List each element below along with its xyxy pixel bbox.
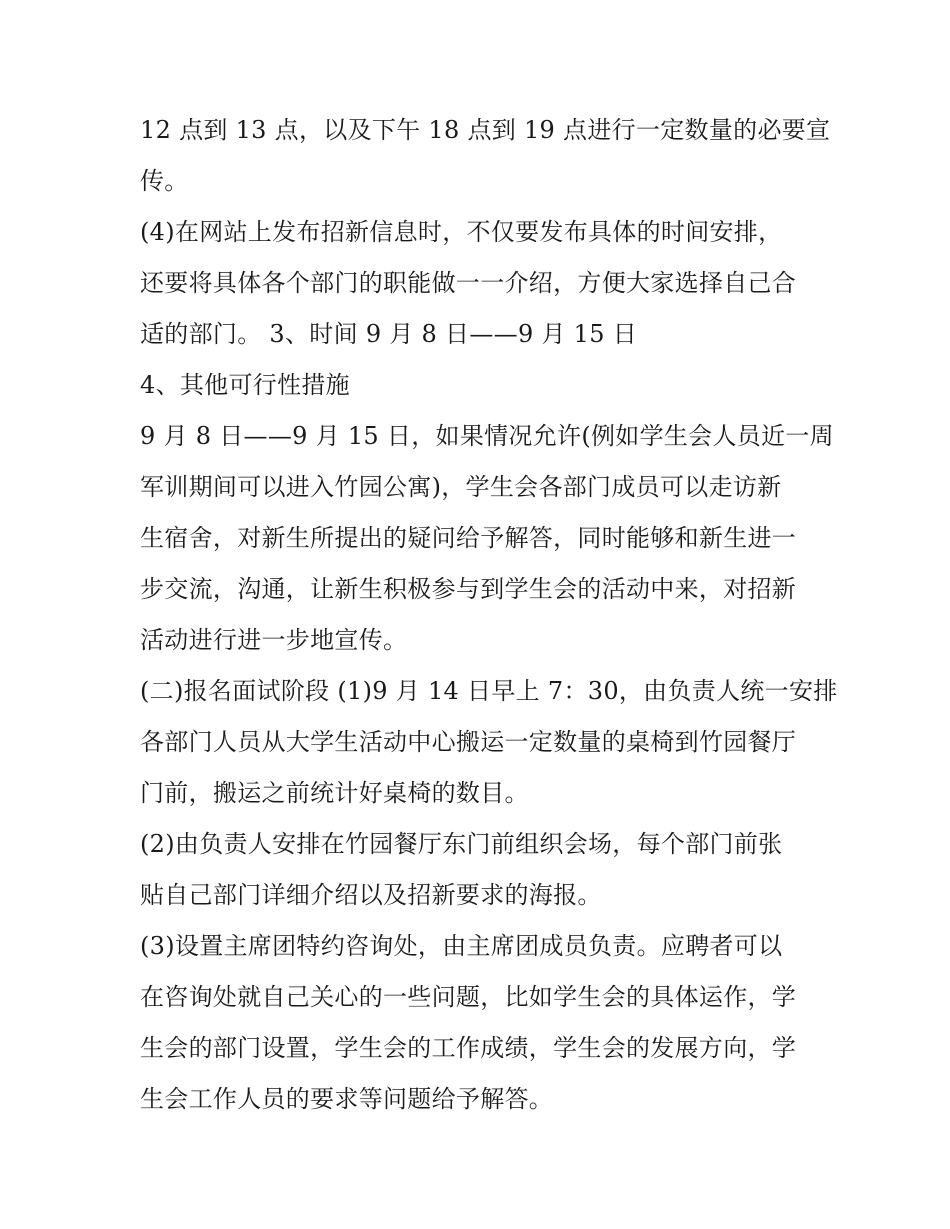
text-line: 生宿舍，对新生所提出的疑问给予解答，同时能够和新生进一 bbox=[140, 524, 797, 552]
text-line: 活动进行进一步地宣传。 bbox=[140, 626, 408, 654]
text-line: 在咨询处就自己关心的一些问题，比如学生会的具体运作，学 bbox=[140, 983, 797, 1011]
text-line: 各部门人员从大学生活动中心搬运一定数量的桌椅到竹园餐厅 bbox=[140, 728, 797, 756]
text-line: (二)报名面试阶段 (1)9 月 14 日早上 7：30，由负责人统一安排 bbox=[140, 677, 838, 705]
text-line: 12 点到 13 点，以及下午 18 点到 19 点进行一定数量的必要宣 bbox=[140, 116, 831, 144]
text-line: (4)在网站上发布招新信息时，不仅要发布具体的时间安排， bbox=[140, 218, 783, 246]
text-line: 适的部门。 3、时间 9 月 8 日——9 月 15 日 bbox=[140, 320, 638, 348]
text-line: 生会工作人员的要求等问题给予解答。 bbox=[140, 1085, 554, 1113]
text-line: 传。 bbox=[140, 167, 189, 195]
document-body bbox=[140, 105, 838, 1125]
text-line: 还要将具体各个部门的职能做一一介绍，方便大家选择自己合 bbox=[140, 269, 797, 297]
text-line: (3)设置主席团特约咨询处，由主席团成员负责。应聘者可以 bbox=[140, 932, 783, 960]
text-line: 9 月 8 日——9 月 15 日，如果情况允许(例如学生会人员近一周 bbox=[140, 422, 834, 450]
text-line: 步交流，沟通，让新生积极参与到学生会的活动中来，对招新 bbox=[140, 575, 797, 603]
text-line: 4、其他可行性措施 bbox=[140, 371, 350, 399]
text-line: 生会的部门设置，学生会的工作成绩，学生会的发展方向，学 bbox=[140, 1034, 797, 1062]
text-line: (2)由负责人安排在竹园餐厅东门前组织会场，每个部门前张 bbox=[140, 830, 783, 858]
text-line: 军训期间可以进入竹园公寓)，学生会各部门成员可以走访新 bbox=[140, 473, 782, 501]
text-line: 贴自己部门详细介绍以及招新要求的海报。 bbox=[140, 881, 602, 909]
text-line: 门前，搬运之前统计好桌椅的数目。 bbox=[140, 779, 529, 807]
